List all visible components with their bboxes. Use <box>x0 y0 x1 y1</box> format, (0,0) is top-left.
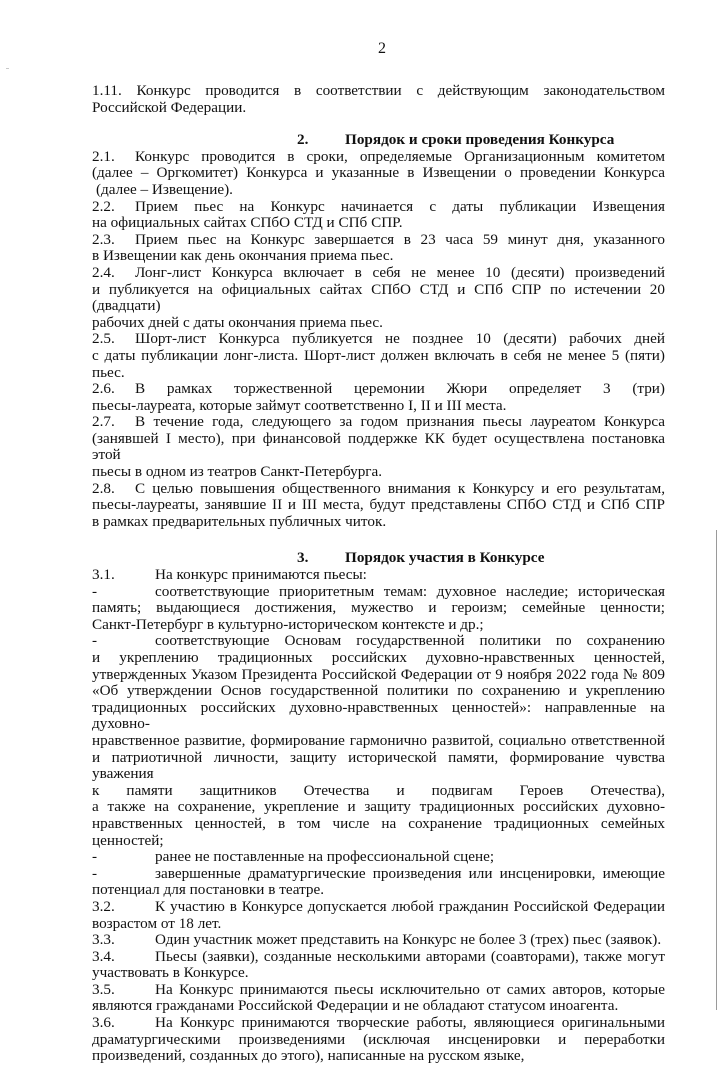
bullet-line: завершенные драматургические произведения или инсценировки, имеющие <box>155 864 665 882</box>
section-title: Порядок участия в Конкурсе <box>345 549 545 567</box>
bullet-item <box>92 584 665 634</box>
clause-number: 3.5. <box>92 980 115 998</box>
clause-3-1 <box>92 567 665 899</box>
clause-line: С целью повышения общественного внимания к Конкурсу и его результатам, <box>135 479 665 497</box>
scan-edge-line <box>716 530 717 1010</box>
clause-line: драматургическими произведениями (исключая инсценировки и переработки <box>92 1030 665 1048</box>
clause-line: в Извещении как день окончания приема пьес. <box>92 247 394 265</box>
clause-2-2 <box>92 199 665 232</box>
bullet-line: память; выдающиеся достижения, мужество и героизм; семейные ценности; <box>92 599 665 617</box>
section-number: 2. <box>297 131 309 149</box>
clause-line: на официальных сайтах СПбО СТД и СПб СПР. <box>92 214 403 232</box>
clause-line: Конкурс проводится в сроки, определяемые Организационным комитетом <box>135 147 665 165</box>
dash-marker: - <box>92 582 98 600</box>
bullet-line: и укреплению традиционных российских духовно-нравственных ценностей, <box>92 649 665 666</box>
clause-line: в рамках предварительных публичных читок. <box>92 512 387 530</box>
clause-line: рабочих дней с даты окончания приема пьес. <box>92 313 383 331</box>
clause-2-8 <box>92 481 665 531</box>
clause-line: (занявшей I место), при финансовой поддержке КК будет осуществлена постановка этой <box>92 429 665 464</box>
clause-1-11-cont: Российской Федерации. <box>92 98 247 116</box>
clause-number: 3.6. <box>92 1014 115 1032</box>
clause-3-2 <box>92 899 665 932</box>
clause-2-1 <box>92 149 665 199</box>
bullet-line: потенциал для постановки в театре. <box>92 881 325 899</box>
clause-3-3 <box>92 932 665 949</box>
bullet-line: традиционных российских духовно-нравственных ценностей»: направленные на духовно- <box>92 698 665 733</box>
bullet-line: нравственное развитие, формирование гармонично развитой, социально ответственной <box>92 731 665 749</box>
bullet-line: «Об утверждении Основ государственной политики по сохранению и укреплению <box>92 682 665 700</box>
clause-2-7 <box>92 414 665 480</box>
clause-number: 3.3. <box>92 931 115 949</box>
bullet-item <box>92 866 665 899</box>
clause-2-4 <box>92 265 665 331</box>
clause-line: Лонг-лист Конкурса включает в себя не менее 10 (десяти) произведений <box>135 263 665 281</box>
clause-text: Конкурс проводится в соответствии с действующим законодательством <box>136 82 665 99</box>
clause-number: 3.1. <box>92 566 115 584</box>
clause-line: с даты публикации лонг-листа. Шорт-лист должен включать в себя не менее 5 (пяти) пьес. <box>92 346 665 381</box>
clause-line: произведений, созданных до этого), написанные на русском языке, <box>92 1047 525 1065</box>
clause-3-6 <box>92 1015 665 1065</box>
bullet-line: нравственных ценностей, в том числе на сохранение традиционных семейных ценностей; <box>92 814 665 849</box>
section-title: Порядок и сроки проведения Конкурса <box>345 131 615 149</box>
clause-number: 2.4. <box>92 263 115 281</box>
clause-1-11 <box>92 83 665 100</box>
clause-number: 3.4. <box>92 947 115 965</box>
page-number: 2 <box>378 40 386 57</box>
bullet-line: ранее не поставленные на профессиональной сцене; <box>155 848 495 866</box>
clause-line: В течение года, следующего за годом признания пьесы лауреатом Конкурса <box>135 413 665 431</box>
clause-line: Один участник может представить на Конкурс не более 3 (трех) пьес (заявок). <box>155 931 662 949</box>
clause-line: являются гражданами Российской Федерации и не обладают статусом иноагента. <box>92 997 619 1015</box>
clause-3-5 <box>92 982 665 1015</box>
clause-3-4 <box>92 949 665 982</box>
document-body <box>92 83 665 1065</box>
clause-line: К участию в Конкурсе допускается любой гражданин Российской Федерации <box>155 897 665 915</box>
clause-line: На Конкурс принимаются пьесы исключительно от самих авторов, которые <box>155 980 665 998</box>
dash-marker: - <box>92 848 98 866</box>
clause-number: 1.11. <box>92 82 122 99</box>
bullet-item <box>92 849 665 866</box>
section-2-heading <box>92 132 665 149</box>
bullet-line: а также на сохранение, укрепление и защиту традиционных российских духовно- <box>92 798 665 816</box>
clause-line: пьесы-лауреата, которые займут соответственно I, II и III места. <box>92 396 507 414</box>
clause-line: (далее – Извещение). <box>96 180 233 198</box>
bullet-line: соответствующие Основам государственной политики по сохранению <box>155 632 665 650</box>
clause-line: пьесы-лауреаты, занявшие II и III места, будут представлены СПбО СТД и СПб СПР <box>92 496 665 514</box>
clause-line: Пьесы (заявки), созданные несколькими авторами (соавторами), также могут <box>155 947 665 965</box>
dash-marker: - <box>92 632 98 650</box>
bullet-line: Санкт-Петербург в культурно-историческом контексте и др.; <box>92 615 484 633</box>
clause-number: 2.2. <box>92 197 115 215</box>
clause-line: пьесы в одном из театров Санкт-Петербурга. <box>92 463 383 481</box>
bullet-line: утвержденных Указом Президента Российской Федерации от 9 ноября 2022 года № 809 <box>92 665 665 683</box>
clause-number: 3.2. <box>92 897 115 915</box>
clause-line: На конкурс принимаются пьесы: <box>155 566 367 584</box>
clause-line: На Конкурс принимаются творческие работы, являющиеся оригинальными <box>155 1014 665 1032</box>
clause-2-3 <box>92 232 665 265</box>
bullet-line: к памяти защитников Отечества и подвигам Героев Отечества), <box>92 781 665 799</box>
clause-line: Прием пьес на Конкурс завершается в 23 часа 59 минут дня, указанного <box>135 230 665 248</box>
clause-2-5 <box>92 331 665 381</box>
clause-number: 2.3. <box>92 230 115 248</box>
section-3-heading <box>92 550 665 567</box>
clause-line: (далее – Оргкомитет) Конкурса и указанные в Извещении о проведении Конкурса <box>92 164 665 182</box>
clause-number: 2.7. <box>92 413 115 431</box>
bullet-line: и патриотичной личности, защиту исторической памяти, формирование чувства уважения <box>92 748 665 783</box>
clause-line: возрастом от 18 лет. <box>92 914 222 932</box>
clause-line: В рамках торжественной церемонии Жюри определяет 3 (три) <box>135 380 665 398</box>
clause-line: Шорт-лист Конкурса публикуется не позднее 10 (десяти) рабочих дней <box>135 330 665 348</box>
clause-2-6 <box>92 381 665 414</box>
bullet-line: соответствующие приоритетным темам: духовное наследие; историческая <box>155 582 665 600</box>
section-number: 3. <box>297 549 309 567</box>
clause-number: 2.5. <box>92 330 115 348</box>
clause-number: 2.6. <box>92 380 115 398</box>
clause-line: и публикуется на официальных сайтах СПбО СТД и СПб СПР по истечении 20 (двадцати) <box>92 280 665 315</box>
dash-marker: - <box>92 864 98 882</box>
clause-line: Прием пьес на Конкурс начинается с даты публикации Извещения <box>135 197 665 215</box>
bullet-item <box>92 633 665 849</box>
clause-number: 2.8. <box>92 479 115 497</box>
clause-number: 2.1. <box>92 147 115 165</box>
scan-artifact <box>6 68 9 69</box>
clause-line: участвовать в Конкурсе. <box>92 964 249 982</box>
